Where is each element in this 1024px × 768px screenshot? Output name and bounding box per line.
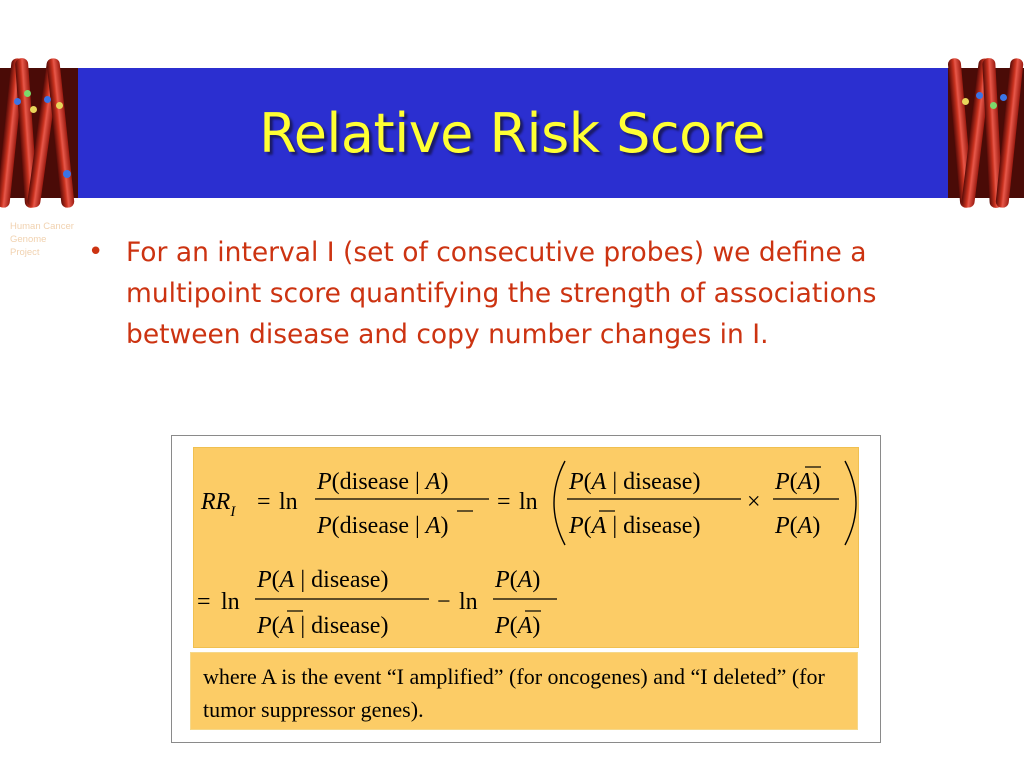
paren: ( <box>509 613 518 639</box>
paren: ( <box>509 567 518 593</box>
svg-text:P(disease|A) <box>316 469 448 495</box>
paren: ( <box>271 613 280 639</box>
paren: ) <box>692 513 701 539</box>
paren: ( <box>789 513 798 539</box>
svg-text:P(A) <box>774 469 820 495</box>
p-symbol: P <box>775 513 790 539</box>
p-symbol: P <box>317 513 332 539</box>
disease-term: disease <box>311 613 381 639</box>
svg-text:P(A) <box>494 613 540 639</box>
svg-text:P(A|disease) <box>568 469 700 495</box>
p-symbol: P <box>495 613 510 639</box>
given-bar: | <box>414 469 420 495</box>
paren: ( <box>583 469 592 495</box>
definition-note: where A is the event “I amplified” (for oncogenes) and “I deleted” (for tumor suppressor genes). <box>190 652 858 730</box>
ln-label: ln <box>279 489 298 515</box>
disease-term: disease <box>339 513 409 539</box>
equals-sign: = <box>497 489 511 515</box>
given-bar: | <box>612 513 618 539</box>
p-symbol: P <box>257 567 272 593</box>
paren: ) <box>380 567 389 593</box>
p-symbol: P <box>317 469 332 495</box>
paren: ( <box>789 469 798 495</box>
disease-term: disease <box>623 513 693 539</box>
paren: ) <box>380 613 389 639</box>
bullet-item <box>86 232 946 355</box>
paren: ) <box>692 469 701 495</box>
paren: ( <box>331 513 340 539</box>
big-paren-left <box>554 461 565 545</box>
svg-text:P(A|disease) <box>256 613 388 639</box>
a-symbol: A <box>425 469 441 495</box>
svg-text:RRI <box>200 489 236 520</box>
a-symbol: A <box>425 513 441 539</box>
equals-sign: = <box>197 589 211 615</box>
svg-text:P(A) <box>774 513 820 539</box>
given-bar: | <box>612 469 618 495</box>
a-symbol: A <box>591 513 607 539</box>
p-symbol: P <box>495 567 510 593</box>
paren: ) <box>440 469 449 495</box>
paren: ( <box>583 513 592 539</box>
rr-symbol: RR <box>201 489 231 515</box>
equals-sign: = <box>257 489 271 515</box>
svg-text:P(A|disease) <box>256 567 388 593</box>
a-symbol: A <box>797 469 813 495</box>
paren: ) <box>440 513 449 539</box>
svg-text:P(A) <box>494 567 540 593</box>
paren: ) <box>812 513 821 539</box>
svg-text:P(A|disease) <box>568 513 700 539</box>
a-symbol: A <box>517 567 533 593</box>
bullet-marker-icon: • <box>88 237 104 267</box>
p-symbol: P <box>257 613 272 639</box>
logo-line: Human Cancer <box>10 221 74 232</box>
p-symbol: P <box>569 513 584 539</box>
paren: ) <box>812 469 821 495</box>
a-symbol: A <box>797 513 813 539</box>
given-bar: | <box>300 613 306 639</box>
ln-label: ln <box>519 489 538 515</box>
logo-caption <box>10 220 78 259</box>
paren: ( <box>331 469 340 495</box>
a-symbol: A <box>517 613 533 639</box>
bullet-list <box>86 232 946 355</box>
ln-label: ln <box>459 589 478 615</box>
given-bar: | <box>300 567 306 593</box>
bullet-text: For an interval I (set of consecutive probes) we define a multipoint score quantifying the strength of associations between disease and copy number changes in I. <box>126 237 877 350</box>
disease-term: disease <box>311 567 381 593</box>
disease-term: disease <box>339 469 409 495</box>
slide-title: Relative Risk Score <box>259 101 765 165</box>
ln-label: ln <box>221 589 240 615</box>
rr-subscript: I <box>230 504 236 520</box>
p-symbol: P <box>569 469 584 495</box>
svg-text:P(disease|A) <box>316 513 448 539</box>
given-bar: | <box>414 513 420 539</box>
a-symbol: A <box>279 567 295 593</box>
disease-term: disease <box>623 469 693 495</box>
logo-line: Genome <box>10 234 47 245</box>
paren: ) <box>532 613 541 639</box>
a-symbol: A <box>591 469 607 495</box>
relative-risk-formula <box>193 447 859 648</box>
minus-sign: − <box>437 589 451 615</box>
big-paren-right <box>845 461 856 545</box>
logo-line: Project <box>10 247 40 258</box>
p-symbol: P <box>775 469 790 495</box>
paren: ) <box>532 567 541 593</box>
a-symbol: A <box>279 613 295 639</box>
paren: ( <box>271 567 280 593</box>
times-sign: × <box>747 489 761 515</box>
